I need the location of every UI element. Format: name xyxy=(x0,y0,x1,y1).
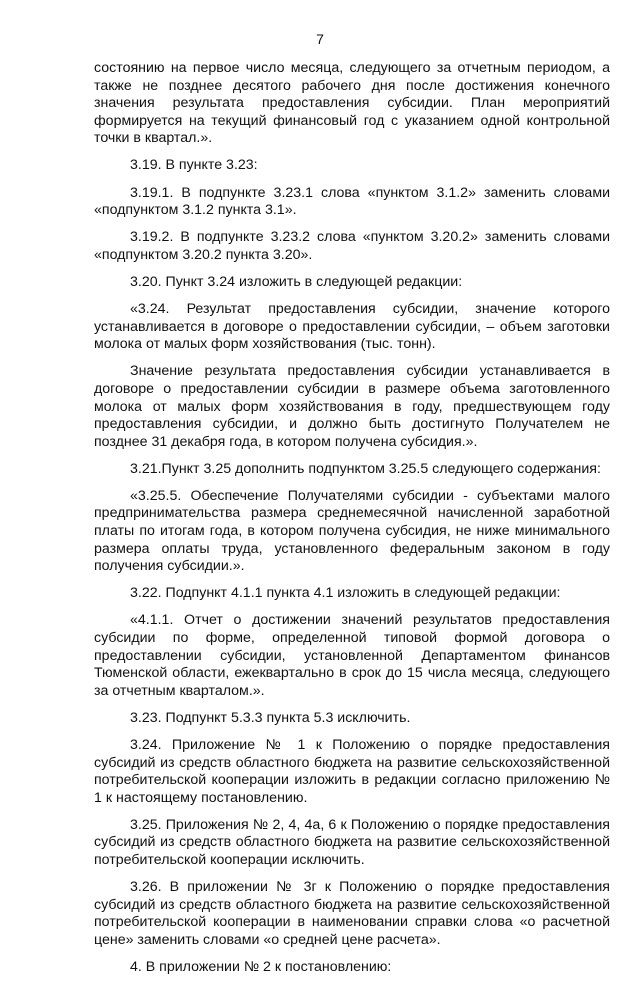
paragraph: 3.19.2. В подпункте 3.23.2 слова «пунктом 3.20.2» заменить словами «подпунктом 3.20.2 пункта 3.20». xyxy=(94,229,610,263)
paragraph: «3.24. Результат предоставления субсидии, значение которого устанавливается в договоре о предоставлении субсидии, – объем заготовки молока от малых форм хозяйствования (тыс. тонн). xyxy=(94,301,610,353)
paragraph: «4.1.1. Отчет о достижении значений результатов предоставления субсидии по форме, определенной типовой формой договора о предоставлении субсидии, установленной Департаментом финансов Тюменской области, ежеквартально в срок до 15 числа месяца, следующего за отчетным кварталом.». xyxy=(94,612,610,699)
paragraph: 3.19.1. В подпункте 3.23.1 слова «пунктом 3.1.2» заменить словами «подпунктом 3.1.2 пункта 3.1». xyxy=(94,184,610,219)
paragraph: состоянию на первое число месяца, следующего за отчетным периодом, а также не позднее десятого рабочего дня после достижения конечного значения результата предоставления субсидии. План мероприятий формируется на текущий финансовый год с указанием одной контрольной точки в квартал.». xyxy=(94,60,610,147)
document-body xyxy=(94,60,610,986)
paragraph: 3.22. Подпункт 4.1.1 пункта 4.1 изложить в следующей редакции: xyxy=(130,585,561,602)
paragraph: 3.21.Пункт 3.25 дополнить подпунктом 3.25.5 следующего содержания: xyxy=(130,460,601,477)
paragraph: «3.25.5. Обеспечение Получателями субсидии - субъектами малого предпринимательства размера среднемесячной начисленной заработной платы по итогам года, в котором получена субсидия, не ниже минимального размера оплаты труда, установленного федеральным законом в году получения субсидии.». xyxy=(94,487,610,575)
paragraph: 3.25. Приложения № 2, 4, 4а, 6 к Положению о порядке предоставления субсидий из средств областного бюджета на развитие сельскохозяйственной потребительской кооперации исключить. xyxy=(94,816,610,869)
paragraph: 3.20. Пункт 3.24 изложить в следующей редакции: xyxy=(130,273,463,290)
paragraph: 3.24. Приложение № 1 к Положению о порядке предоставления субсидий из средств областного бюджета на развитие сельскохозяйственной потребительской кооперации изложить в редакции согласно приложению № 1 к настоящему постановлению. xyxy=(94,737,610,806)
paragraph: Значение результата предоставления субсидии устанавливается в договоре о предоставлении субсидии в размере объема заготовленного молока от малых форм хозяйствования в году, предшествующем году предоставления субсидии, и должно быть достигнуто Получателем не позднее 31 декабря года, в котором получена субсидия.». xyxy=(94,363,610,450)
paragraph: 3.19. В пункте 3.23: xyxy=(130,157,258,174)
paragraph: 3.23. Подпункт 5.3.3 пункта 5.3 исключить. xyxy=(130,709,411,726)
paragraph: 4. В приложении № 2 к постановлению: xyxy=(130,959,392,976)
paragraph: 3.26. В приложении № 3г к Положению о порядке предоставления субсидий из средств областного бюджета на развитие сельскохозяйственной потребительской кооперации в наименовании справки слова «о расчетной цене» заменить словами «о средней цене расчета». xyxy=(94,879,610,948)
page-number: 7 xyxy=(316,31,324,47)
